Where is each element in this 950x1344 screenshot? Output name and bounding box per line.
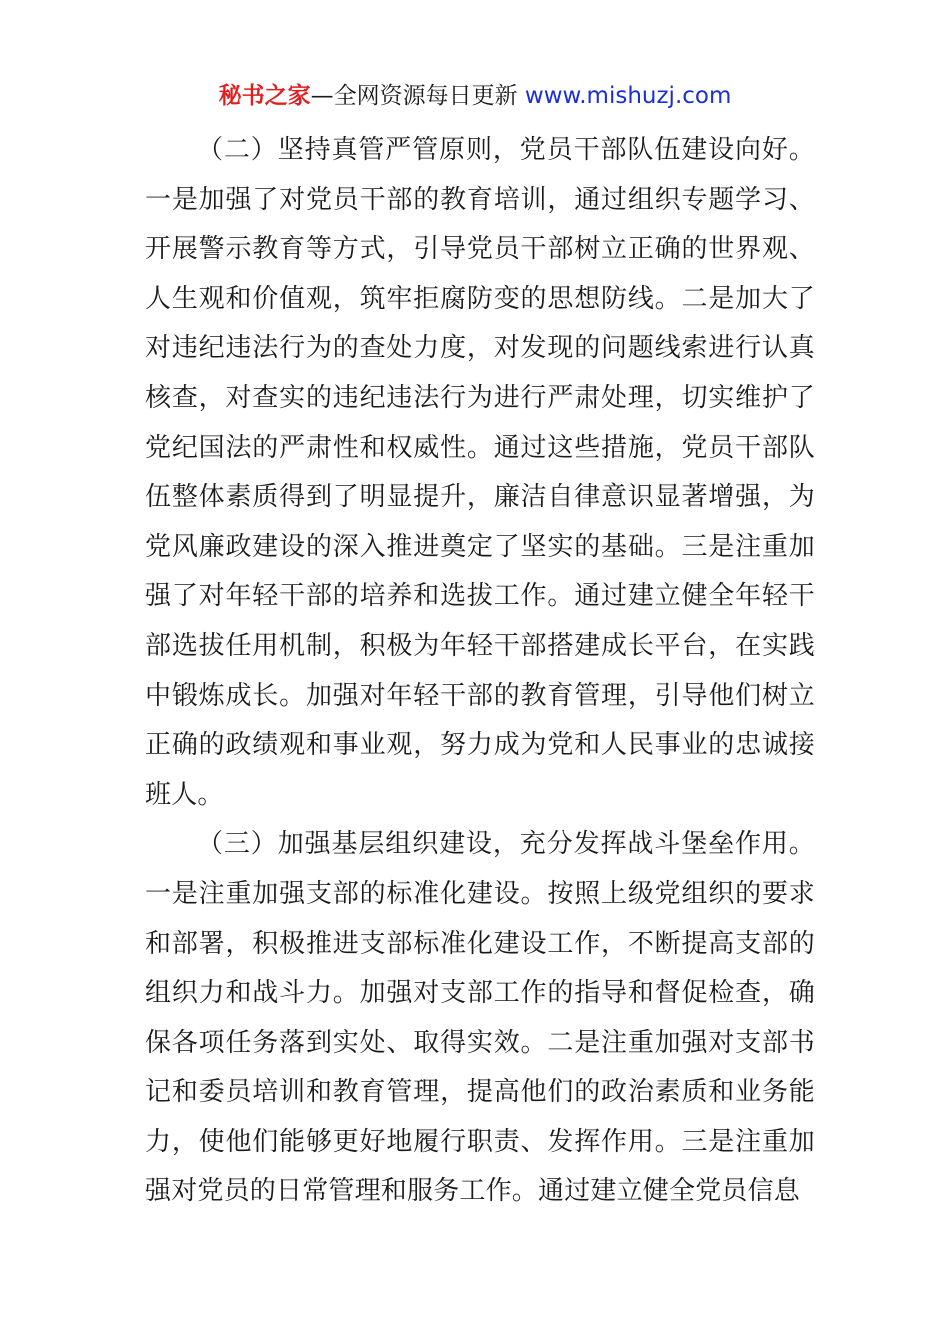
header-tagline: —全网资源每日更新: [310, 83, 518, 109]
paragraph-section-2: [145, 126, 815, 820]
section-2-heading: （二）坚持真管严管原则，党员干部队伍建设向好。: [197, 135, 815, 165]
section-3-text: 一是注重加强支部的标准化建设。按照上级党组织的要求和部署，积极推进支部标准化建设工作，不断提高支部的组织力和战斗力。加强对支部工作的指导和督促检查，确保各项任务落到实处、取得实效。二是注重加强对支部书记和委员培训和教育管理，提高他们的政治素质和业务能力，使他们能够更好地履行职责、发挥作用。三是注重加强对党员的日常管理和服务工作。通过建立健全党员信息: [145, 878, 815, 1207]
paragraph-section-3: [145, 820, 815, 1217]
section-2-text: 一是加强了对党员干部的教育培训，通过组织专题学习、开展警示教育等方式，引导党员干部树立正确的世界观、人生观和价值观，筑牢拒腐防变的思想防线。二是加大了对违纪违法行为的查处力度，对发现的问题线索进行认真核查，对查实的违纪违法行为进行严肃处理，切实维护了党纪国法的严肃性和权威性。通过这些措施，党员干部队伍整体素质得到了明显提升，廉洁自律意识显著增强，为党风廉政建设的深入推进奠定了坚实的基础。三是注重加强了对年轻干部的培养和选拔工作。通过建立健全年轻干部选拔任用机制，积极为年轻干部搭建成长平台，在实践中锻炼成长。加强对年轻干部的教育管理，引导他们树立正确的政绩观和事业观，努力成为党和人民事业的忠诚接班人。: [145, 184, 815, 810]
document-body: [145, 126, 815, 1217]
section-3-heading: （三）加强基层组织建设，充分发挥战斗堡垒作用。: [197, 829, 815, 860]
brand-name: 秘书之家: [218, 83, 311, 109]
header-url-link[interactable]: www.mishuzj.com: [524, 83, 732, 109]
page-header: [0, 80, 950, 112]
